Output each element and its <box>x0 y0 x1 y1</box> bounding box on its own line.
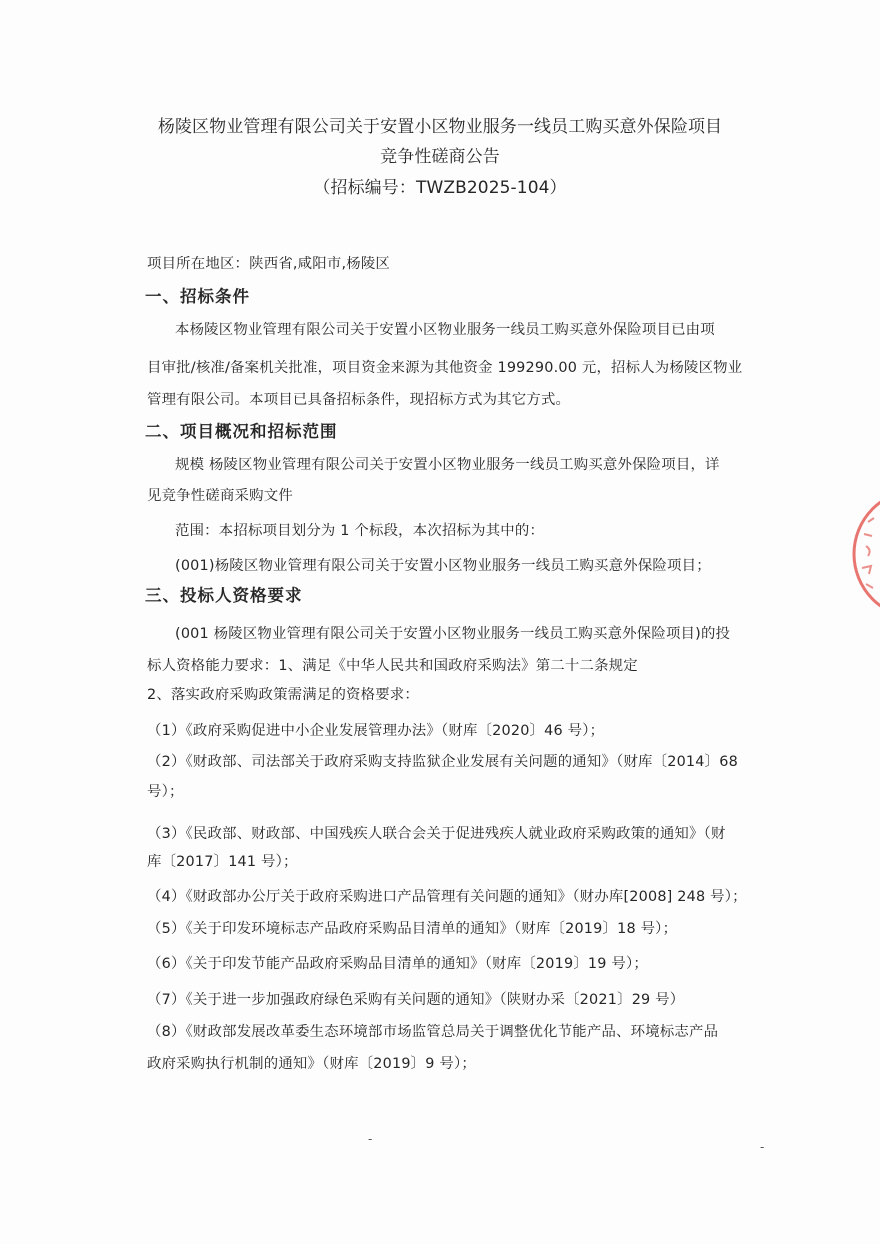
paragraph-line: 范围：本招标项目划分为 1 个标段，本次招标为其中的： <box>175 523 545 539</box>
paragraph-line: 见竞争性磋商采购文件 <box>147 488 293 504</box>
list-item: （3）《民政部、财政部、中国残疾人联合会关于促进残疾人就业政府采购政策的通知》（财 <box>147 826 726 842</box>
paragraph-line: (001 杨陵区物业管理有限公司关于安置小区物业服务一线员工购买意外保险项目)的投 <box>175 626 731 642</box>
section-heading-project-overview: 二、项目概况和招标范围 <box>145 422 338 441</box>
list-item-continuation: 政府采购执行机制的通知》（财库〔2019〕9 号）； <box>147 1056 476 1072</box>
list-item: （5）《关于印发环境标志产品政府采购品目清单的通知》（财库〔2019〕18 号）； <box>147 921 678 937</box>
paragraph-line: (001)杨陵区物业管理有限公司关于安置小区物业服务一线员工购买意外保险项目； <box>175 558 711 574</box>
list-item: （7）《关于进一步加强政府绿色采购有关问题的通知》（陕财办采〔2021〕29 号） <box>147 992 685 1008</box>
list-item: （6）《关于印发节能产品政府采购品目清单的通知》（财库〔2019〕19 号）； <box>147 956 648 972</box>
section-heading-bidder-qualifications: 三、投标人资格要求 <box>145 586 303 605</box>
page-mark-right: - <box>760 1140 765 1154</box>
official-seal-icon <box>846 486 880 622</box>
bid-number: （招标编号：TWZB2025-104） <box>313 178 567 198</box>
list-item: （2）《财政部、司法部关于政府采购支持监狱企业发展有关问题的通知》（财库〔2014〕68 <box>147 754 738 770</box>
paragraph-line: 2、落实政府采购政策需满足的资格要求： <box>147 687 419 703</box>
page-mark-left: - <box>368 1132 373 1146</box>
document-subtitle: 竞争性磋商公告 <box>380 147 500 167</box>
paragraph-line: 目审批/核准/备案机关批准，项目资金来源为其他资金 199290.00 元，招标人为杨陵区物业 <box>147 360 743 376</box>
list-item: （8）《财政部发展改革委生态环境部市场监管总局关于调整优化节能产品、环境标志产品 <box>147 1024 719 1040</box>
document-title: 杨陵区物业管理有限公司关于安置小区物业服务一线员工购买意外保险项目 <box>157 117 723 137</box>
paragraph-line: 本杨陵区物业管理有限公司关于安置小区物业服务一线员工购买意外保险项目已由项 <box>175 322 715 338</box>
list-item: （4）《财政部办公厅关于政府采购进口产品管理有关问题的通知》（财办库[2008] 248 号）； <box>147 889 747 905</box>
paragraph-line: 管理有限公司。本项目已具备招标条件，现招标方式为其它方式。 <box>147 392 571 408</box>
section-heading-bidding-conditions: 一、招标条件 <box>145 287 250 306</box>
list-item: （1）《政府采购促进中小企业发展管理办法》（财库〔2020〕46 号）； <box>147 723 605 739</box>
list-item-continuation: 库〔2017〕141 号）； <box>147 854 298 870</box>
paragraph-line: 规模 杨陵区物业管理有限公司关于安置小区物业服务一线员工购买意外保险项目，详 <box>175 457 720 473</box>
paragraph-line: 标人资格能力要求：1、满足《中华人民共和国政府采购法》第二十二条规定 <box>147 658 638 674</box>
project-location: 项目所在地区：陕西省,咸阳市,杨陵区 <box>147 256 390 272</box>
list-item-continuation: 号）； <box>147 784 184 800</box>
